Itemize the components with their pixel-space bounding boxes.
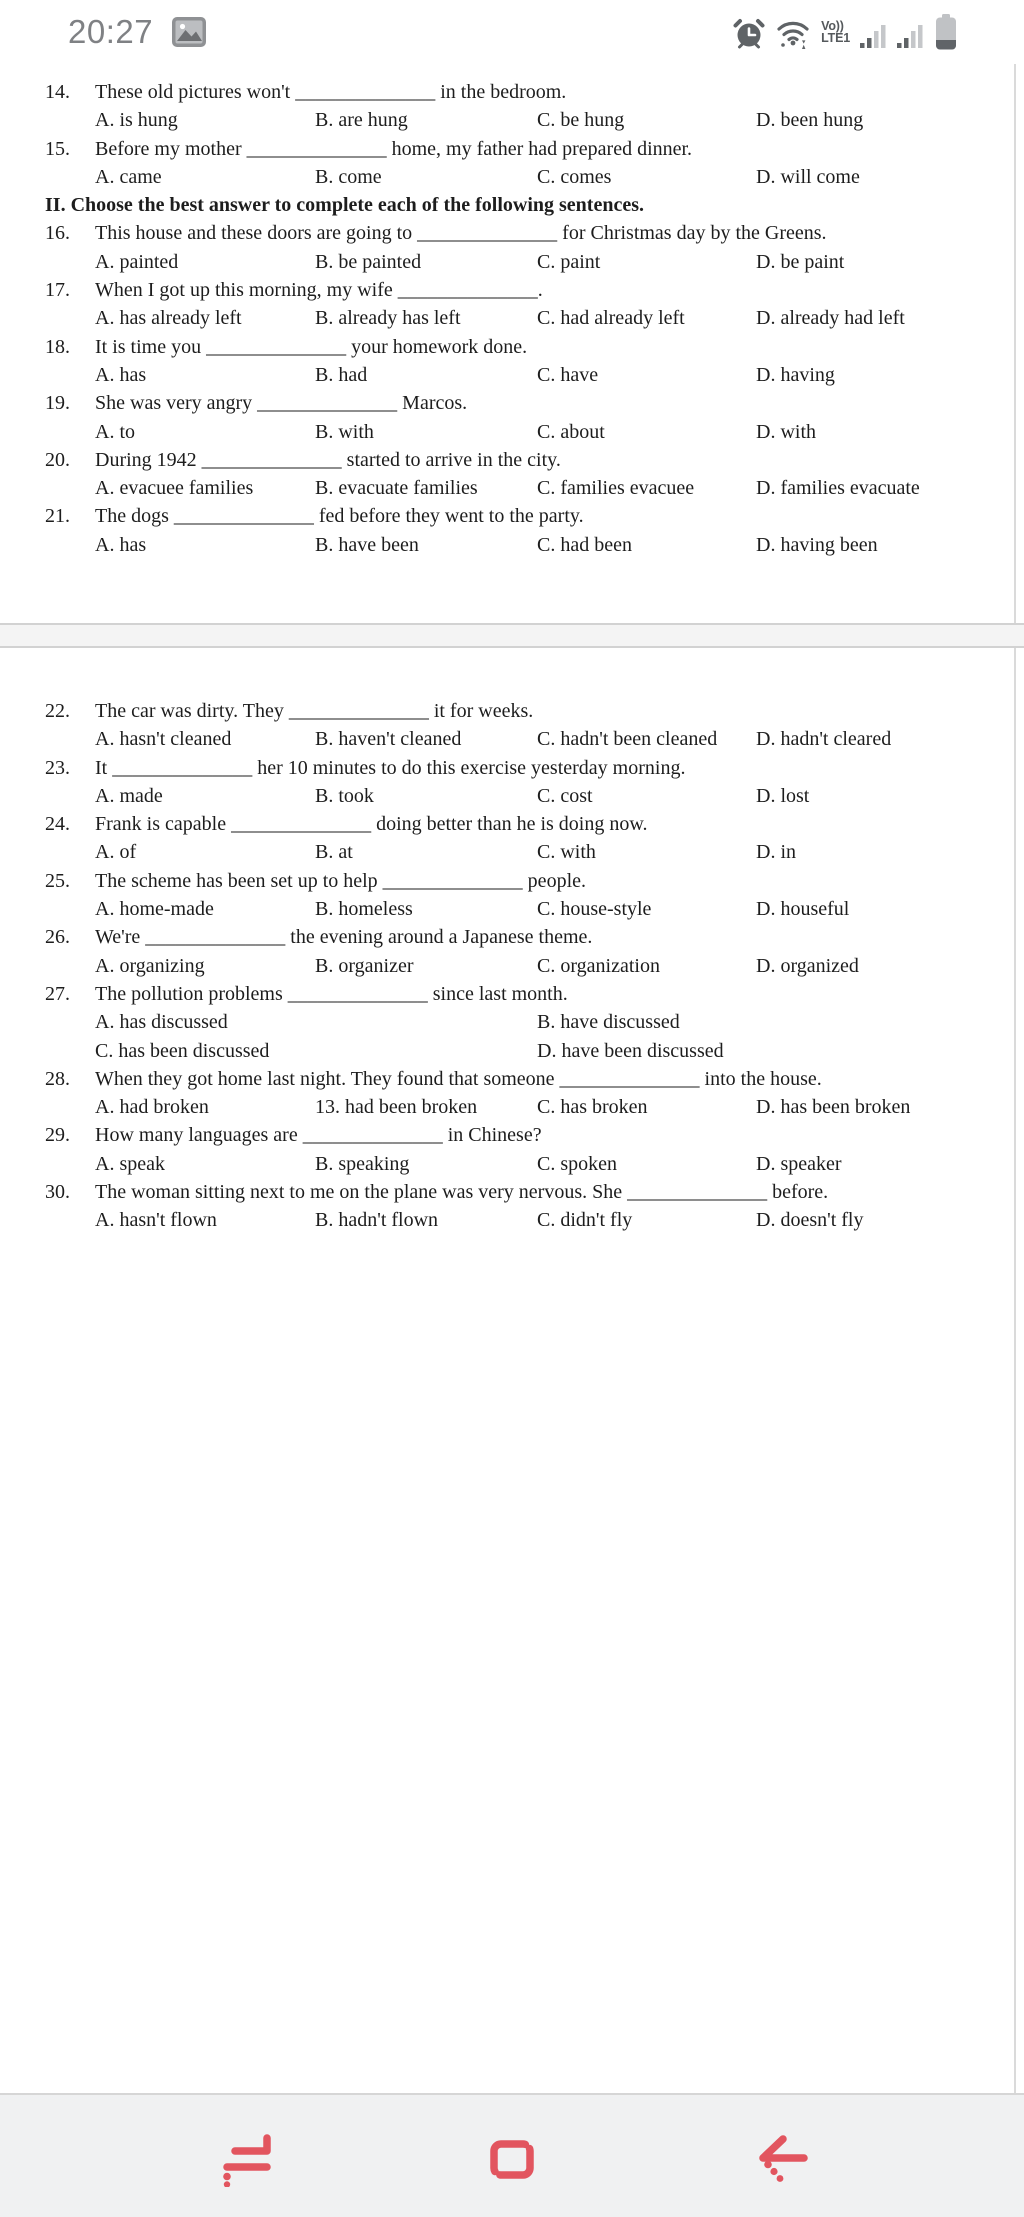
question-line: [0, 78, 1014, 106]
answer-option: C. didn't fly: [537, 1209, 633, 1232]
question-text: This house and these doors are going to ______________ for Christmas day by the Greens.: [95, 222, 827, 245]
question-line: [0, 697, 1014, 725]
question-number: 19.: [45, 392, 70, 415]
answer-option: B. with: [315, 420, 374, 443]
answer-option: B. have been: [315, 533, 419, 556]
question-text: It is time you ______________ your homework done.: [95, 335, 528, 358]
volte-label-bottom: LTE1: [821, 31, 850, 45]
answer-option: D. lost: [756, 784, 810, 807]
answer-option: B. have discussed: [537, 1011, 680, 1034]
question-text: The dogs ______________ fed before they went to the party.: [95, 505, 584, 528]
question-number: 29.: [45, 1124, 70, 1147]
question-line: [0, 1065, 1014, 1093]
question-line: [0, 446, 1014, 474]
answer-option: C. had been: [537, 533, 632, 556]
answer-option: D. been hung: [756, 109, 864, 132]
question-options-row: [95, 1037, 1014, 1065]
answer-option: A. evacuee families: [95, 477, 254, 500]
answer-option: D. having: [756, 363, 835, 386]
question-number: 20.: [45, 448, 70, 471]
question-options-row: [95, 1150, 1014, 1178]
answer-option: A. speak: [95, 1152, 165, 1175]
answer-option: C. comes: [537, 165, 612, 188]
question-number: 23.: [45, 756, 70, 779]
question-number: 16.: [45, 222, 70, 245]
question-options-row: [95, 1008, 1014, 1036]
question-options-row: [95, 106, 1014, 134]
answer-option: C. cost: [537, 784, 593, 807]
question-options-row: [95, 361, 1014, 389]
answer-option: D. houseful: [756, 898, 850, 921]
answer-option: C. have: [537, 363, 599, 386]
status-bar-right: [733, 14, 958, 50]
answer-option: B. evacuate families: [315, 477, 478, 500]
question-options-row: [95, 1206, 1014, 1234]
question-line: [0, 276, 1014, 304]
answer-option: D. will come: [756, 165, 860, 188]
answer-option: D. be paint: [756, 250, 845, 273]
question-number: 14.: [45, 81, 70, 103]
answer-option: C. families evacuee: [537, 477, 695, 500]
volte-label-top: Vo)): [821, 19, 844, 33]
question-text: It ______________ her 10 minutes to do this exercise yesterday morning.: [95, 756, 686, 779]
navigation-bar: [0, 2093, 1024, 2217]
answer-option: A. has: [95, 363, 147, 386]
answer-option: B. had: [315, 363, 368, 386]
question-number: 21.: [45, 505, 70, 528]
answer-option: A. had broken: [95, 1096, 209, 1119]
answer-option: A. of: [95, 841, 137, 864]
answer-option: A. has: [95, 533, 147, 556]
question-number: 22.: [45, 700, 70, 722]
question-text: When they got home last night. They found that someone ______________ into the house.: [95, 1067, 822, 1090]
question-line: [0, 333, 1014, 361]
back-button[interactable]: [752, 2131, 808, 2187]
question-number: 15.: [45, 137, 70, 160]
question-options-row: [95, 248, 1014, 276]
question-options-row: [95, 952, 1014, 980]
answer-option: D. in: [756, 841, 796, 864]
question-text: The pollution problems ______________ since last month.: [95, 982, 568, 1005]
home-icon: [482, 2131, 538, 2187]
answer-option: A. home-made: [95, 898, 214, 921]
answer-option: A. painted: [95, 250, 179, 273]
back-icon: [752, 2131, 808, 2187]
question-line: [0, 980, 1014, 1008]
section-header: II. Choose the best answer to complete each of the following sentences.: [45, 194, 645, 217]
answer-option: B. be painted: [315, 250, 422, 273]
question-line: [0, 923, 1014, 951]
answer-option: C. house-style: [537, 898, 652, 921]
question-options-row: [95, 782, 1014, 810]
answer-option: B. took: [315, 784, 374, 807]
clock-text: 20:27: [68, 13, 154, 50]
wifi-icon: [775, 18, 811, 50]
answer-option: C. paint: [537, 250, 601, 273]
answer-option: C. had already left: [537, 307, 685, 330]
answer-option: C. has been discussed: [95, 1039, 270, 1062]
page-gap: [0, 623, 1024, 648]
answer-option: A. came: [95, 165, 162, 188]
status-bar-left: [68, 13, 207, 51]
question-line: [0, 135, 1014, 163]
answer-option: A. hasn't flown: [95, 1209, 217, 1232]
answer-option: D. organized: [756, 954, 859, 977]
question-number: 25.: [45, 869, 70, 892]
question-options-row: [95, 725, 1014, 753]
answer-option: A. has discussed: [95, 1011, 228, 1034]
question-number: 30.: [45, 1181, 70, 1204]
answer-option: 13. had been broken: [315, 1096, 478, 1119]
volte-indicator: [821, 20, 850, 50]
home-button[interactable]: [482, 2131, 538, 2187]
signal-sim1-icon: [860, 20, 887, 50]
question-line: [0, 219, 1014, 247]
question-text: Frank is capable ______________ doing better than he is doing now.: [95, 813, 648, 836]
question-options-row: [95, 474, 1014, 502]
battery-icon: [934, 14, 958, 50]
document-page-1[interactable]: [0, 64, 1016, 623]
question-options-row: [95, 1093, 1014, 1121]
document-viewer[interactable]: [0, 64, 1024, 2093]
answer-option: B. come: [315, 165, 382, 188]
question-text: During 1942 ______________ started to arrive in the city.: [95, 448, 561, 471]
status-bar: [0, 0, 1024, 64]
question-number: 26.: [45, 926, 70, 949]
question-line: [0, 810, 1014, 838]
answer-option: D. with: [756, 420, 816, 443]
answer-option: D. has been broken: [756, 1096, 911, 1119]
question-options-row: [95, 838, 1014, 866]
answer-option: D. have been discussed: [537, 1039, 724, 1062]
answer-option: B. already has left: [315, 307, 461, 330]
question-number: 17.: [45, 279, 70, 302]
answer-option: D. doesn't fly: [756, 1209, 864, 1232]
answer-option: D. families evacuate: [756, 477, 920, 500]
question-text: The scheme has been set up to help ______________ people.: [95, 869, 586, 892]
signal-sim2-icon: [897, 20, 924, 50]
answer-option: A. to: [95, 420, 135, 443]
question-text: When I got up this morning, my wife ______________.: [95, 279, 543, 302]
answer-option: B. hadn't flown: [315, 1209, 439, 1232]
question-text: How many languages are ______________ in Chinese?: [95, 1124, 542, 1147]
question-line: [0, 754, 1014, 782]
question-options-row: [95, 418, 1014, 446]
question-line: [0, 502, 1014, 530]
question-text: The woman sitting next to me on the plane was very nervous. She ______________ before.: [95, 1181, 829, 1204]
image-notification-icon: [171, 16, 207, 48]
question-options-row: [95, 163, 1014, 191]
question-options-row: [95, 304, 1014, 332]
answer-option: A. hasn't cleaned: [95, 728, 232, 751]
answer-option: B. homeless: [315, 898, 413, 921]
answer-option: C. spoken: [537, 1152, 617, 1175]
answer-option: C. with: [537, 841, 596, 864]
recents-button[interactable]: [217, 2131, 273, 2187]
question-number: 18.: [45, 335, 70, 358]
answer-option: B. at: [315, 841, 353, 864]
answer-option: C. about: [537, 420, 605, 443]
answer-option: D. speaker: [756, 1152, 842, 1175]
question-text: She was very angry ______________ Marcos.: [95, 392, 468, 415]
answer-option: B. haven't cleaned: [315, 728, 462, 751]
answer-option: A. is hung: [95, 109, 178, 132]
answer-option: C. organization: [537, 954, 660, 977]
answer-option: B. organizer: [315, 954, 414, 977]
question-text: The car was dirty. They ______________ it for weeks.: [95, 700, 534, 722]
question-options-row: [95, 531, 1014, 559]
question-line: [0, 1121, 1014, 1149]
answer-option: B. speaking: [315, 1152, 410, 1175]
question-line: [0, 389, 1014, 417]
answer-option: C. hadn't been cleaned: [537, 728, 718, 751]
question-line: [0, 1178, 1014, 1206]
question-text: We're ______________ the evening around a Japanese theme.: [95, 926, 593, 949]
answer-option: A. has already left: [95, 307, 242, 330]
document-page-2[interactable]: [0, 648, 1016, 2093]
question-options-row: [95, 895, 1014, 923]
question-line: [0, 867, 1014, 895]
answer-option: A. made: [95, 784, 163, 807]
answer-option: D. hadn't cleared: [756, 728, 892, 751]
question-text: Before my mother ______________ home, my father had prepared dinner.: [95, 137, 693, 160]
question-number: 27.: [45, 982, 70, 1005]
answer-option: D. having been: [756, 533, 878, 556]
answer-option: D. already had left: [756, 307, 905, 330]
question-text: These old pictures won't ______________ in the bedroom.: [95, 81, 567, 103]
answer-option: C. has broken: [537, 1096, 648, 1119]
answer-option: A. organizing: [95, 954, 205, 977]
alarm-icon: [733, 18, 765, 50]
question-number: 28.: [45, 1067, 70, 1090]
question-number: 24.: [45, 813, 70, 836]
answer-option: C. be hung: [537, 109, 625, 132]
recents-icon: [217, 2131, 273, 2187]
answer-option: B. are hung: [315, 109, 408, 132]
